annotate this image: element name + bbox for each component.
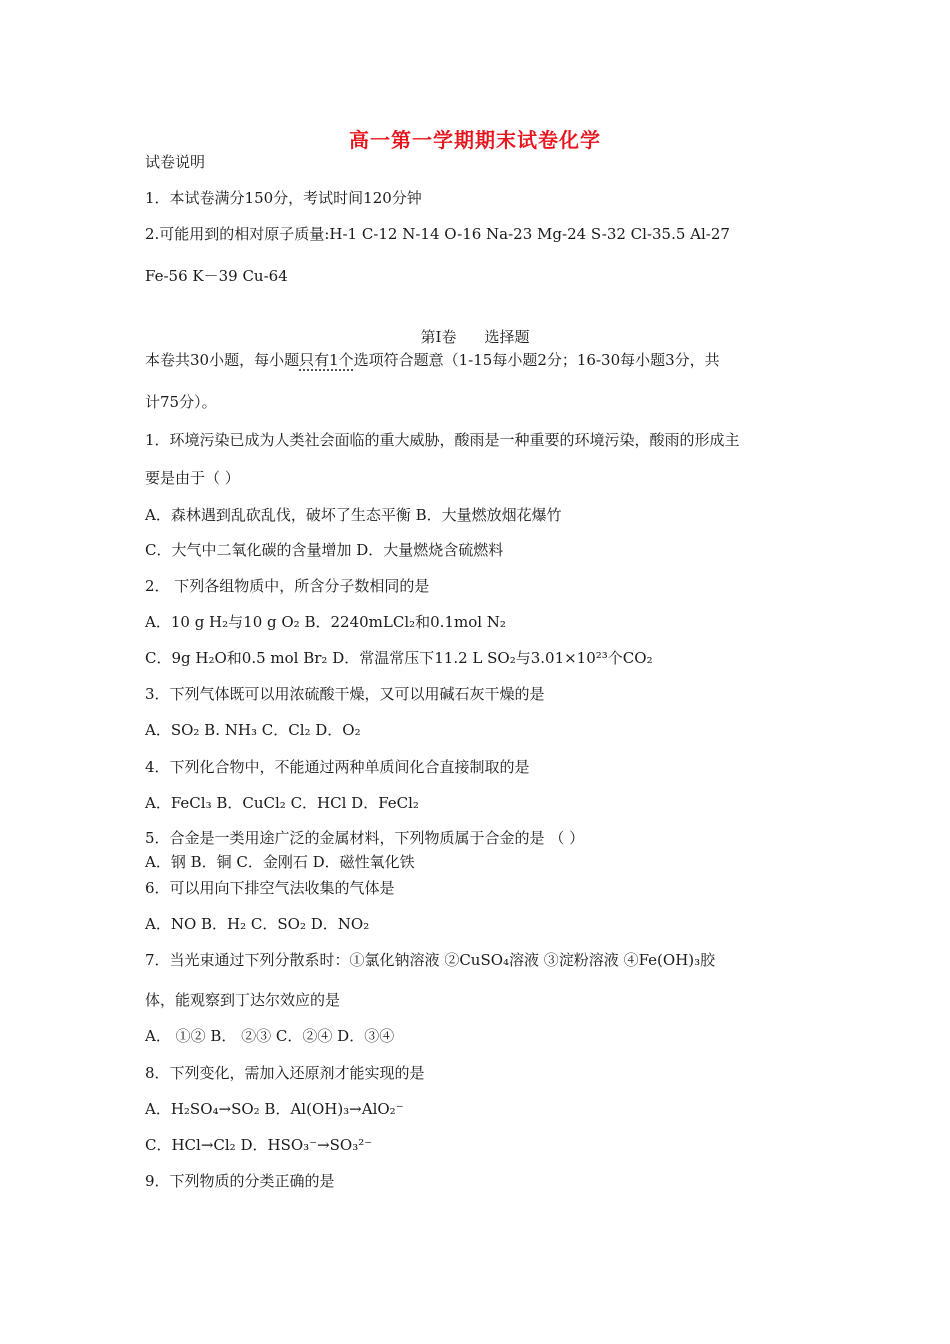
- question-8-options-ab: A．H₂SO₄→SO₂ B．Al(OH)₃→AlO₂⁻: [145, 1100, 404, 1118]
- question-3-options: A．SO₂ B. NH₃ C．Cl₂ D．O₂: [145, 721, 361, 739]
- intro-line-3: Fe-56 K－39 Cu-64: [145, 267, 288, 285]
- question-1-stem-cont: 要是由于（ ）: [145, 469, 240, 487]
- section-desc-pre: 本卷共30小题，每小题: [145, 351, 300, 369]
- question-8-options-cd: C．HCl→Cl₂ D．HSO₃⁻→SO₃²⁻: [145, 1136, 373, 1154]
- question-2-stem: 2． 下列各组物质中，所含分子数相同的是: [145, 577, 430, 595]
- section-title: [0, 326, 950, 347]
- question-3-stem: 3．下列气体既可以用浓硫酸干燥，又可以用碱石灰干燥的是: [145, 685, 545, 703]
- section-title-type: 选择题: [484, 328, 530, 346]
- question-7-options: A． ①② B． ②③ C．②④ D．③④: [145, 1027, 395, 1045]
- question-1-options-ab: A．森林遇到乱砍乱伐，破坏了生态平衡 B．大量燃放烟花爆竹: [145, 506, 562, 524]
- question-7-stem: 7．当光束通过下列分散系时：①氯化钠溶液 ②CuSO₄溶液 ③淀粉溶液 ④Fe(OH)₃胶: [145, 951, 716, 969]
- page-title: 高一第一学期期末试卷化学: [349, 128, 601, 152]
- question-6-stem: 6．可以用向下排空气法收集的气体是: [145, 879, 395, 897]
- question-5-options: A．钢 B．铜 C．金刚石 D．磁性氧化铁: [145, 853, 415, 871]
- intro-line-2: 2.可能用到的相对原子质量:H-1 C-12 N-14 O-16 Na-23 Mg-24 S-32 Cl-35.5 Al-27: [145, 225, 730, 243]
- section-desc-emphasis: 只有1个: [299, 351, 354, 369]
- question-5-stem: 5．合金是一类用途广泛的金属材料，下列物质属于合金的是 （ ）: [145, 829, 585, 847]
- question-8-stem: 8．下列变化，需加入还原剂才能实现的是: [145, 1064, 425, 1082]
- question-9-stem: 9．下列物质的分类正确的是: [145, 1172, 335, 1190]
- question-1-stem: 1．环境污染已成为人类社会面临的重大威胁，酸雨是一种重要的环境污染，酸雨的形成主: [145, 431, 740, 449]
- intro-line-1: 1．本试卷满分150分，考试时间120分钟: [145, 189, 422, 207]
- question-2-options-ab: A．10 g H₂与10 g O₂ B．2240mLCl₂和0.1mol N₂: [145, 613, 506, 631]
- question-6-options: A．NO B．H₂ C．SO₂ D．NO₂: [145, 915, 370, 933]
- question-7-stem-cont: 体，能观察到丁达尔效应的是: [145, 991, 341, 1009]
- section-desc-post: 选项符合题意（1-15每小题2分；16-30每小题3分，共: [353, 351, 720, 369]
- intro-heading: 试卷说明: [145, 153, 206, 171]
- question-4-options: A．FeCl₃ B．CuCl₂ C．HCl D．FeCl₂: [145, 794, 419, 812]
- question-1-options-cd: C．大气中二氧化碳的含量增加 D．大量燃烧含硫燃料: [145, 541, 504, 559]
- section-description: [145, 350, 720, 370]
- question-2-options-cd: C．9g H₂O和0.5 mol Br₂ D．常温常压下11.2 L SO₂与3.01×10²³个CO₂: [145, 649, 653, 667]
- question-4-stem: 4．下列化合物中，不能通过两种单质间化合直接制取的是: [145, 758, 530, 776]
- section-title-part: 第Ⅰ卷: [420, 328, 457, 346]
- section-description-line2: 计75分）。: [145, 393, 217, 411]
